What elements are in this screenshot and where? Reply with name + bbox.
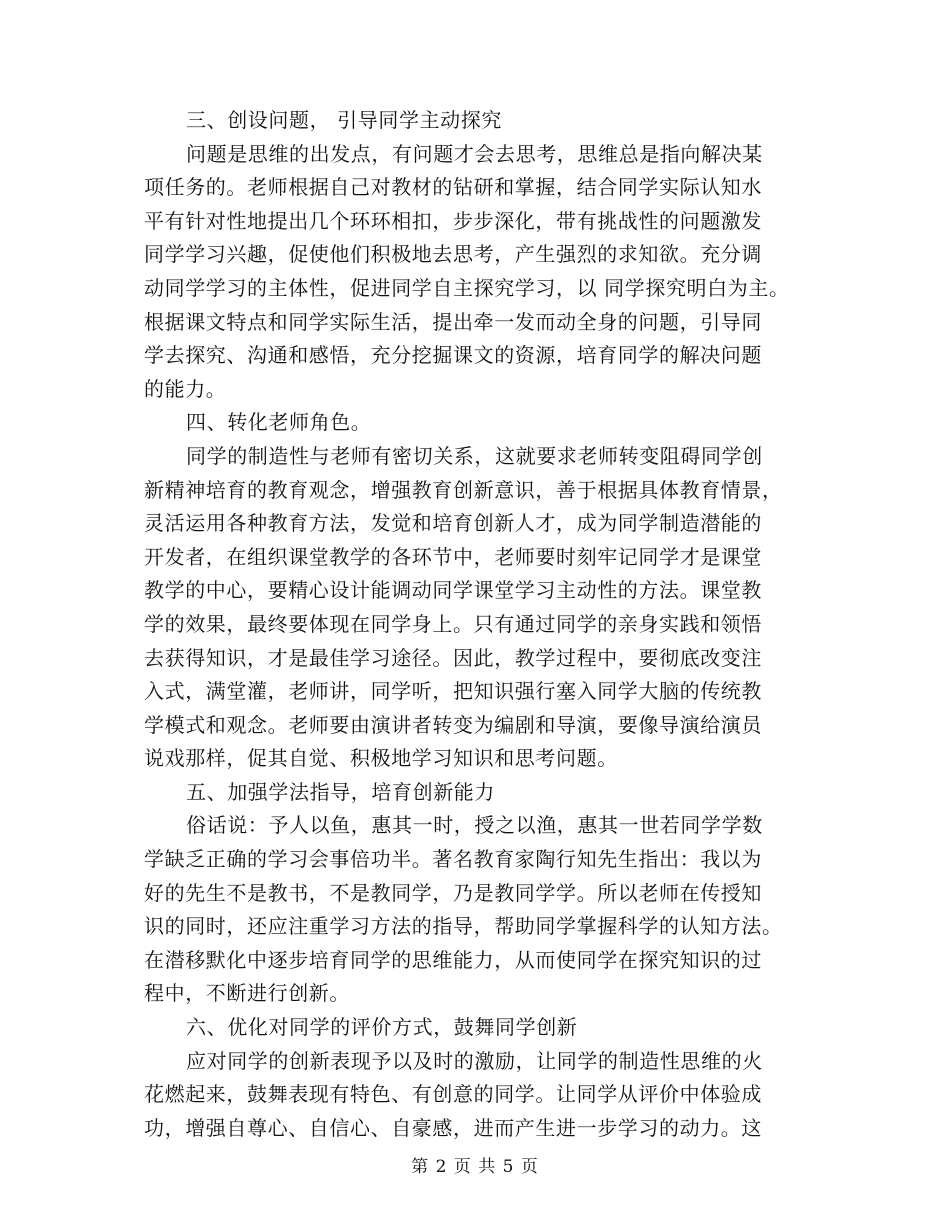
paragraph-line: 同学学习兴趣，促使他们积极地去思考，产生强烈的求知欲。充分调 bbox=[144, 242, 762, 267]
paragraph-line: 学缺乏正确的学习会事倍功半。著名教育家陶行知先生指出：我以为 bbox=[144, 847, 762, 872]
paragraph-line: 俗话说：予人以鱼，惠其一时，授之以渔，惠其一世若同学学数 bbox=[186, 813, 763, 838]
paragraph-line: 根据课文特点和同学实际生活，提出牵一发而动全身的问题，引导同 bbox=[144, 309, 762, 334]
paragraph-line: 学去探究、沟通和感悟，充分挖掘课文的资源，培育同学的解决问题 bbox=[144, 343, 762, 368]
paragraph-line: 识的同时，还应注重学习方法的指导，帮助同学掌握科学的认知方法。 bbox=[144, 914, 783, 939]
section-heading-3: 三、创设问题， 引导同学主动探究 bbox=[186, 108, 502, 132]
paragraph-line: 动同学学习的主体性，促进同学自主探究学习，以 同学探究明白为主。 bbox=[144, 275, 790, 300]
paragraph-line: 程中，不断进行创新。 bbox=[144, 981, 350, 1006]
document-body bbox=[144, 104, 830, 1145]
paragraph-line: 灵活运用各种教育方法，发觉和培育创新人才，成为同学制造潜能的 bbox=[144, 511, 762, 536]
paragraph-line: 去获得知识，才是最佳学习途径。因此，教学过程中，要彻底改变注 bbox=[144, 645, 762, 670]
paragraph-line: 入式，满堂灌，老师讲，同学听，把知识强行塞入同学大脑的传统教 bbox=[144, 679, 762, 704]
paragraph-line: 新精神培育的教育观念，增强教育创新意识，善于根据具体教育情景， bbox=[144, 477, 783, 502]
paragraph-line: 同学的制造性与老师有密切关系，这就要求老师转变阻碍同学创 bbox=[186, 443, 763, 468]
paragraph-line: 学的效果，最终要体现在同学身上。只有通过同学的亲身实践和领悟 bbox=[144, 611, 762, 636]
section-heading-6: 六、优化对同学的评价方式，鼓舞同学创新 bbox=[186, 1015, 578, 1040]
paragraph-line: 平有针对性地提出几个环环相扣，步步深化，带有挑战性的问题激发 bbox=[144, 208, 762, 233]
paragraph-line: 问题是思维的出发点，有问题才会去思考，思维总是指向解决某 bbox=[186, 141, 763, 166]
paragraph-line: 在潜移默化中逐步培育同学的思维能力，从而使同学在探究知识的过 bbox=[144, 947, 762, 972]
section-heading-4: 四、转化老师角色。 bbox=[186, 410, 372, 435]
paragraph-line: 功，增强自尊心、自信心、自豪感，进而产生进一步学习的动力。这 bbox=[144, 1115, 762, 1140]
paragraph-line: 教学的中心，要精心设计能调动同学课堂学习主动性的方法。课堂教 bbox=[144, 578, 762, 603]
paragraph-line: 开发者，在组织课堂教学的各环节中，老师要时刻牢记同学才是课堂 bbox=[144, 544, 762, 569]
paragraph-line: 应对同学的创新表现予以及时的激励，让同学的制造性思维的火 bbox=[186, 1048, 763, 1073]
page-number-footer: 第 2 页 共 5 页 bbox=[411, 1157, 539, 1177]
paragraph-line: 好的先生不是教书，不是教同学，乃是教同学学。所以老师在传授知 bbox=[144, 880, 762, 905]
paragraph-line: 项任务的。老师根据自己对教材的钻研和掌握，结合同学实际认知水 bbox=[144, 175, 762, 200]
section-heading-5: 五、加强学法指导，培育创新能力 bbox=[186, 779, 495, 804]
paragraph-line: 学模式和观念。老师要由演讲者转变为编剧和导演，要像导演给演员 bbox=[144, 712, 762, 737]
paragraph-line: 说戏那样，促其自觉、积极地学习知识和思考问题。 bbox=[144, 746, 618, 771]
paragraph-line: 的能力。 bbox=[144, 376, 227, 401]
paragraph-line: 花燃起来，鼓舞表现有特色、有创意的同学。让同学从评价中体验成 bbox=[144, 1082, 762, 1107]
